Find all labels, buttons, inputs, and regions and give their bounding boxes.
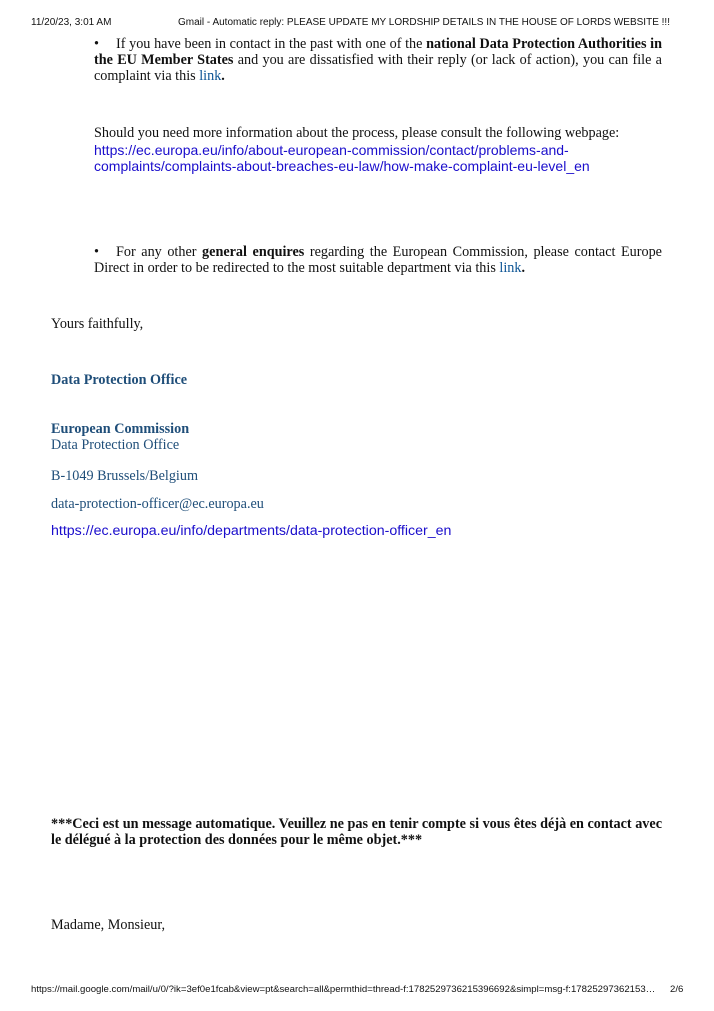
bullet-paragraph-dpa (94, 36, 662, 84)
complaint-link[interactable]: link (199, 68, 222, 84)
bullet-text-mid: and you are dissatisfied with their reply (or lack of action), you can file a complaint via this (94, 52, 662, 84)
bullet-marker: • (94, 244, 99, 260)
signature-department: Data Protection Office (51, 437, 180, 453)
bullet-end: . (221, 68, 225, 84)
complaint-process-url[interactable] (94, 142, 662, 174)
signature-email[interactable]: data-protection-officer@ec.europa.eu (51, 496, 264, 512)
signature-address: B-1049 Brussels/Belgium (51, 468, 199, 484)
bullet-text-start: For any other (116, 244, 203, 260)
bullet-text-mid: regarding the European Commission, please contact Europe Direct in order to be redirected to the most suitable department via this (94, 244, 662, 276)
europe-direct-link[interactable]: link (499, 260, 522, 276)
more-info-paragraph (94, 125, 662, 174)
print-page-title: Gmail - Automatic reply: PLEASE UPDATE MY LORDSHIP DETAILS IN THE HOUSE OF LORDS WEBSITE !!! (178, 17, 670, 28)
bullet-marker: • (94, 36, 99, 52)
print-page-number: 2/6 (670, 984, 684, 995)
bullet-text-start: If you have been in contact in the past with one of the (116, 36, 427, 52)
print-page-url: https://mail.google.com/mail/u/0/?ik=3ef0e1fcab&view=pt&search=all&permthid=thread-f:1782529736215396692&simpl=msg-f:17825297362153… (31, 984, 656, 995)
bullet-bold-enquires: general enquires (202, 244, 305, 260)
more-info-text: Should you need more information about the process, please consult the following webpage: (94, 125, 620, 141)
print-datetime: 11/20/23, 3:01 AM (31, 17, 112, 28)
automatic-message-notice-fr: ***Ceci est un message automatique. Veuillez ne pas en tenir compte si vous êtes déjà en contact avec le délégué à la protection des données pour le même objet.*** (51, 816, 662, 848)
signature-url[interactable]: https://ec.europa.eu/info/departments/data-protection-officer_en (51, 523, 452, 539)
bullet-bold-dpa: national Data Protection Authorities in the EU Member States (94, 36, 663, 68)
bullet-paragraph-enquiries (94, 244, 662, 276)
closing-salutation: Yours faithfully, (51, 316, 144, 332)
complaint-process-url-line2[interactable]: complaints/complaints-about-breaches-eu-law/how-make-complaint-eu-level_en (94, 158, 590, 174)
bullet-end: . (521, 260, 526, 276)
signature-organization: European Commission (51, 421, 190, 437)
french-greeting: Madame, Monsieur, (51, 917, 166, 933)
signature-office: Data Protection Office (51, 372, 188, 388)
complaint-process-url-line1[interactable]: https://ec.europa.eu/info/about-european-commission/contact/problems-and- (94, 142, 569, 158)
